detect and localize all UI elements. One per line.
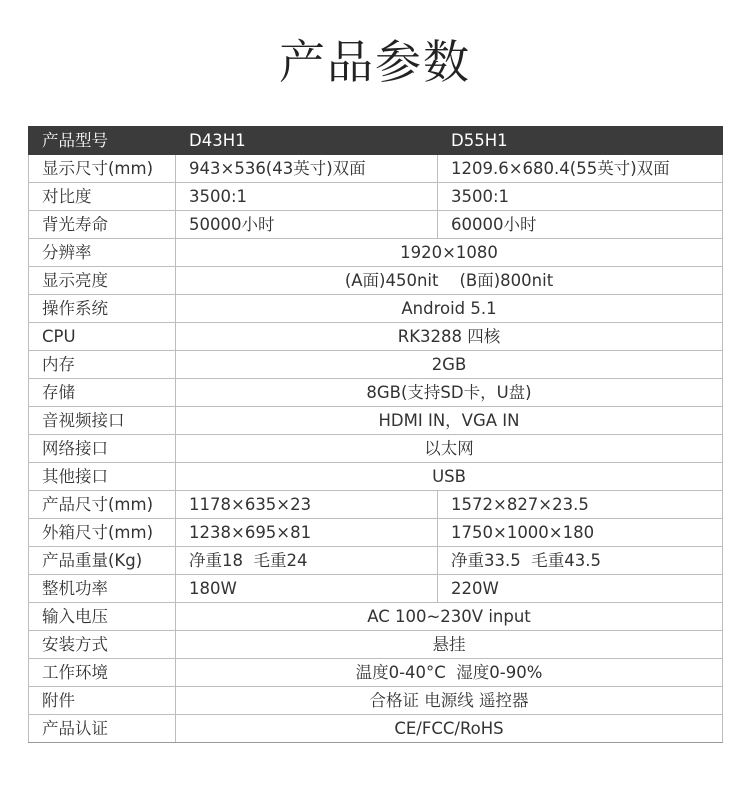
spec-label: 产品重量(Kg) [29, 547, 176, 575]
spec-label: 显示尺寸(mm) [29, 155, 176, 183]
spec-value: 以太网 [176, 435, 723, 463]
spec-value: Android 5.1 [176, 295, 723, 323]
spec-label: 网络接口 [29, 435, 176, 463]
spec-row-resolution [29, 239, 723, 267]
header-model-a-cell: D43H1 [176, 127, 438, 155]
spec-value-b: 220W [438, 575, 723, 603]
spec-label: CPU [29, 323, 176, 351]
spec-row-storage [29, 379, 723, 407]
spec-label: 分辨率 [29, 239, 176, 267]
spec-label: 工作环境 [29, 659, 176, 687]
spec-label: 整机功率 [29, 575, 176, 603]
spec-value: RK3288 四核 [176, 323, 723, 351]
spec-value-a: 3500:1 [176, 183, 438, 211]
spec-label: 输入电压 [29, 603, 176, 631]
spec-row-power [29, 575, 723, 603]
spec-label: 对比度 [29, 183, 176, 211]
spec-value-b: 60000小时 [438, 211, 723, 239]
spec-value: (A面)450nit (B面)800nit [176, 267, 723, 295]
spec-label: 背光寿命 [29, 211, 176, 239]
spec-label: 存储 [29, 379, 176, 407]
page-title: 产品参数 [279, 35, 471, 89]
spec-value: USB [176, 463, 723, 491]
spec-row-cpu [29, 323, 723, 351]
spec-label: 安装方式 [29, 631, 176, 659]
spec-row-backlight-life [29, 211, 723, 239]
spec-row-os [29, 295, 723, 323]
spec-value-a: 1238×695×81 [176, 519, 438, 547]
spec-value: 悬挂 [176, 631, 723, 659]
spec-value: 温度0-40°C 湿度0-90% [176, 659, 723, 687]
spec-value-b: 1572×827×23.5 [438, 491, 723, 519]
spec-label: 附件 [29, 687, 176, 715]
spec-row-accessories [29, 687, 723, 715]
spec-label: 内存 [29, 351, 176, 379]
spec-label: 产品尺寸(mm) [29, 491, 176, 519]
spec-row-brightness [29, 267, 723, 295]
spec-row-network [29, 435, 723, 463]
spec-value: 合格证 电源线 遥控器 [176, 687, 723, 715]
spec-value-a: 943×536(43英寸)双面 [176, 155, 438, 183]
spec-value: AC 100~230V input [176, 603, 723, 631]
spec-label: 显示亮度 [29, 267, 176, 295]
spec-row-box-size [29, 519, 723, 547]
spec-value-b: 1750×1000×180 [438, 519, 723, 547]
spec-value-b: 3500:1 [438, 183, 723, 211]
spec-row-display-size [29, 155, 723, 183]
spec-value-a: 1178×635×23 [176, 491, 438, 519]
spec-label: 音视频接口 [29, 407, 176, 435]
spec-row-other-ports [29, 463, 723, 491]
spec-row-environment [29, 659, 723, 687]
spec-value-a: 50000小时 [176, 211, 438, 239]
spec-row-memory [29, 351, 723, 379]
spec-label: 产品认证 [29, 715, 176, 743]
spec-row-weight [29, 547, 723, 575]
spec-header-row [29, 127, 723, 155]
spec-label: 外箱尺寸(mm) [29, 519, 176, 547]
spec-row-product-size [29, 491, 723, 519]
spec-row-certification [29, 715, 723, 743]
spec-row-input-voltage [29, 603, 723, 631]
spec-value: CE/FCC/RoHS [176, 715, 723, 743]
spec-value-b: 1209.6×680.4(55英寸)双面 [438, 155, 723, 183]
spec-value-b: 净重33.5 毛重43.5 [438, 547, 723, 575]
spec-label: 其他接口 [29, 463, 176, 491]
spec-value: 2GB [176, 351, 723, 379]
spec-value: 8GB(支持SD卡，U盘) [176, 379, 723, 407]
spec-row-av-ports [29, 407, 723, 435]
spec-table [28, 126, 723, 743]
header-model-b-cell: D55H1 [438, 127, 723, 155]
header-label-cell: 产品型号 [29, 127, 176, 155]
spec-label: 操作系统 [29, 295, 176, 323]
spec-row-mounting [29, 631, 723, 659]
spec-row-contrast [29, 183, 723, 211]
spec-value: HDMI IN，VGA IN [176, 407, 723, 435]
spec-value-a: 180W [176, 575, 438, 603]
spec-value-a: 净重18 毛重24 [176, 547, 438, 575]
spec-value: 1920×1080 [176, 239, 723, 267]
